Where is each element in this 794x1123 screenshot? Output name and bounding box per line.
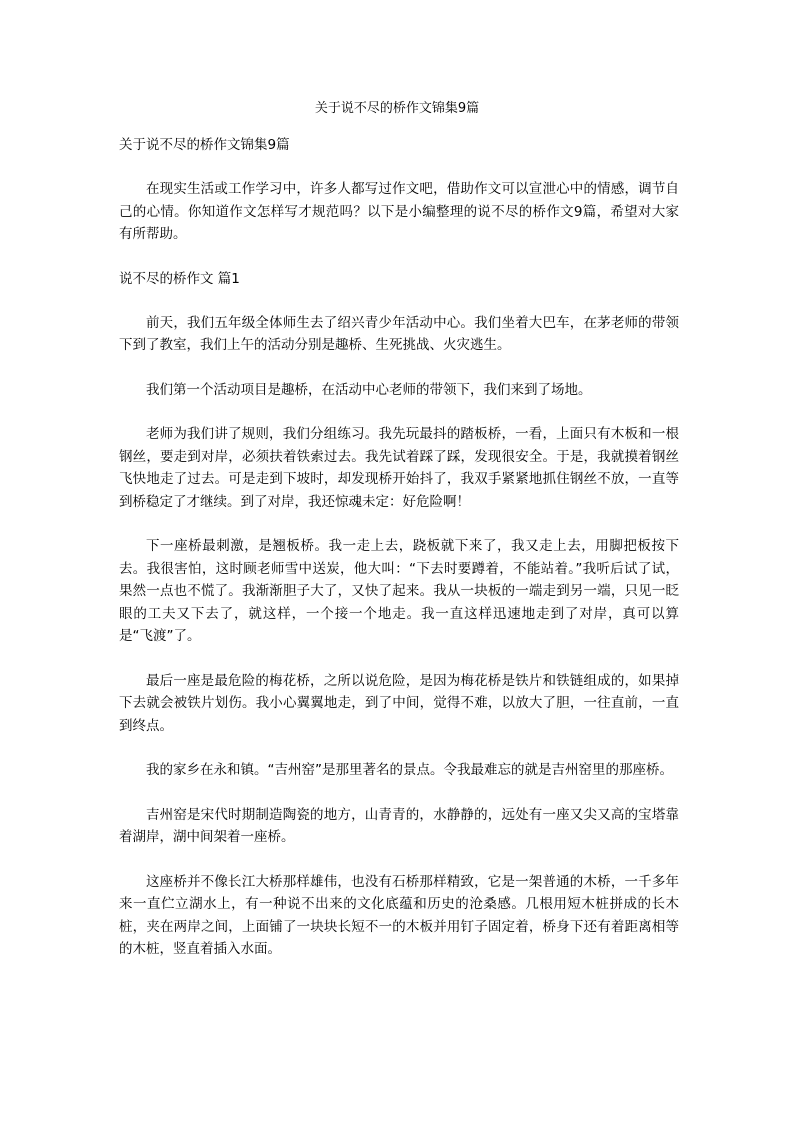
document-title: 关于说不尽的桥作文锦集9篇 [314, 101, 480, 116]
spacer [119, 156, 679, 178]
spacer [119, 782, 679, 804]
spacer [119, 648, 679, 670]
body-paragraph: 这座桥并不像长江大桥那样雄伟，也没有石桥那样精致，它是一架普通的木桥，一千多年来一直伫立湖水上，有一种说不出来的文化底蕴和历史的沧桑感。几根用短木桩拼成的长木桩，夹在两岸之间，上面铺了一块块长短不一的木板并用钉子固定着，桥身下还有着距离相等的木桩，竖直着插入水面。 [119, 873, 679, 957]
spacer [119, 246, 679, 268]
document-body [119, 134, 679, 961]
document-subtitle: 关于说不尽的桥作文锦集9篇 [119, 137, 290, 153]
spacer [119, 357, 679, 379]
body-paragraph: 前天，我们五年级全体师生去了绍兴青少年活动中心。我们坐着大巴车，在茅老师的带领下到了教室，我们上午的活动分别是趣桥、生死挑战、火灾逃生。 [119, 314, 679, 353]
spacer [119, 849, 679, 871]
spacer [119, 401, 679, 423]
body-paragraph: 我的家乡在永和镇。“吉州窑”是那里著名的景点。令我最难忘的就是吉州窑里的那座桥。 [146, 762, 673, 778]
body-paragraph: 吉州窑是宋代时期制造陶瓷的地方，山青青的，水静静的，远处有一座又尖又高的宝塔靠着湖岸，湖中间架着一座桥。 [119, 806, 679, 845]
body-paragraph: 我们第一个活动项目是趣桥，在活动中心老师的带领下，我们来到了场地。 [146, 381, 592, 398]
intro-paragraph: 在现实生活或工作学习中，许多人都写过作文吧，借助作文可以宣泄心中的情感，调节自己的心情。你知道作文怎样写才规范吗？以下是小编整理的说不尽的桥作文9篇，希望对大家有所帮助。 [119, 181, 679, 242]
body-paragraph: 最后一座是最危险的梅花桥，之所以说危险，是因为梅花桥是铁片和铁链组成的，如果掉下去就会被铁片划伤。我小心翼翼地走，到了中间，觉得不难，以放大了胆，一往直前，一直到终点。 [119, 672, 679, 734]
body-paragraph: 老师为我们讲了规则，我们分组练习。我先玩最抖的踏板桥，一看，上面只有木板和一根钢丝，要走到对岸，必须扶着铁索过去。我先试着踩了踩，发现很安全。于是，我就摸着钢丝飞快地走了过去。可是走到下坡时，却发现桥开始抖了，我双手紧紧地抓住钢丝不放，一直等到桥稳定了才继续。到了对岸，我还惊魂未定：好危险啊！ [119, 426, 679, 510]
spacer [119, 513, 679, 535]
spacer [119, 737, 679, 759]
spacer [119, 290, 679, 312]
body-paragraph: 下一座桥最刺激，是翘板桥。我一走上去，跷板就下来了，我又走上去，用脚把板按下去。我很害怕，这时顾老师雪中送炭，他大叫：“下去时要蹲着，不能站着。”我听后试了试，果然一点也不慌了。我渐渐胆子大了，又快了起来。我从一块板的一端走到另一端，只见一眨眼的工夫又下去了，就这样，一个接一个地走。我一直这样迅速地走到了对岸，真可以算是“飞渡”了。 [119, 538, 679, 644]
section-heading: 说不尽的桥作文 篇1 [119, 270, 240, 287]
